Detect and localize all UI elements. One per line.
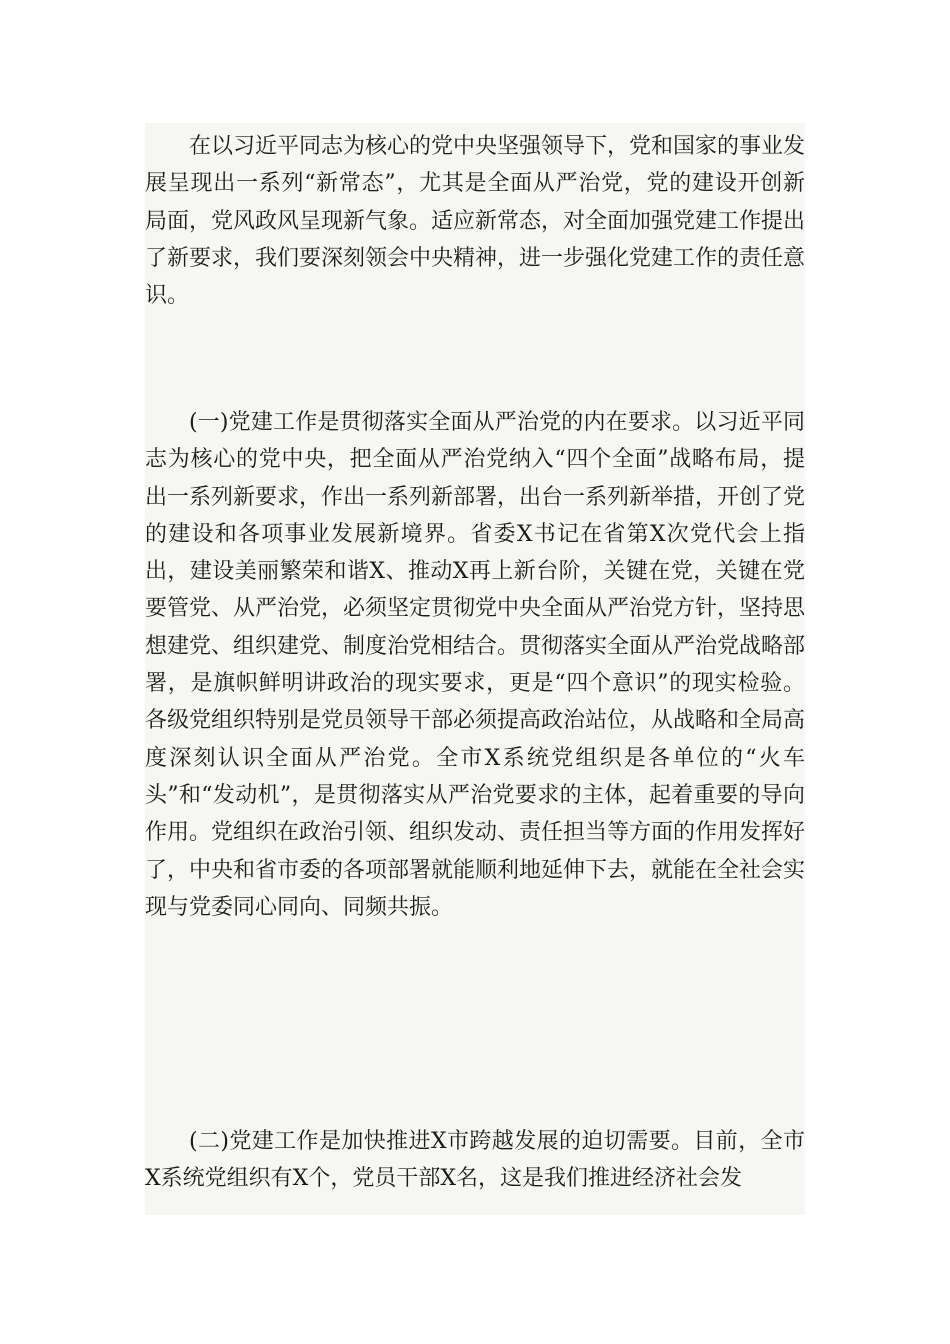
paragraph-intro: 在以习近平同志为核心的党中央坚强领导下，党和国家的事业发展呈现出一系列“新常态”，尤其是全面从严治党，党的建设开创新局面，党风政风呈现新气象。适应新常态，对全面加强党建工作提出了新要求，我们要深刻领会中央精神，进一步强化党建工作的责任意识。 (145, 134, 805, 309)
document-text-block (145, 123, 805, 1215)
paragraph-section-2: (二)党建工作是加快推进X市跨越发展的迫切需要。目前，全市X系统党组织有X个，党员干部X名，这是我们推进经济社会发 (145, 1129, 805, 1192)
paragraph-section-1: (一)党建工作是贯彻落实全面从严治党的内在要求。以习近平同志为核心的党中央，把全面从严治党纳入“四个全面”战略布局，提出一系列新要求，作出一系列新部署，出台一系列新举措，开创了党的建设和各项事业发展新境界。省委X书记在省第X次党代会上指出，建设美丽繁荣和谐X、推动X再上新台阶，关键在党，关键在党要管党、从严治党，必须坚定贯彻党中央全面从严治党方针，坚持思想建党、组织建党、制度治党相结合。贯彻落实全面从严治党战略部署，是旗帜鲜明讲政治的现实要求，更是“四个意识”的现实检验。各级党组织特别是党员领导干部必须提高政治站位，从战略和全局高度深刻认识全面从严治党。全市X系统党组织是各单位的“火车头”和“发动机”，是贯彻落实从严治党要求的主体，起着重要的导向作用。党组织在政治引领、组织发动、责任担当等方面的作用发挥好了，中央和省市委的各项部署就能顺利地延伸下去，就能在全社会实现与党委同心同向、同频共振。 (145, 410, 805, 920)
